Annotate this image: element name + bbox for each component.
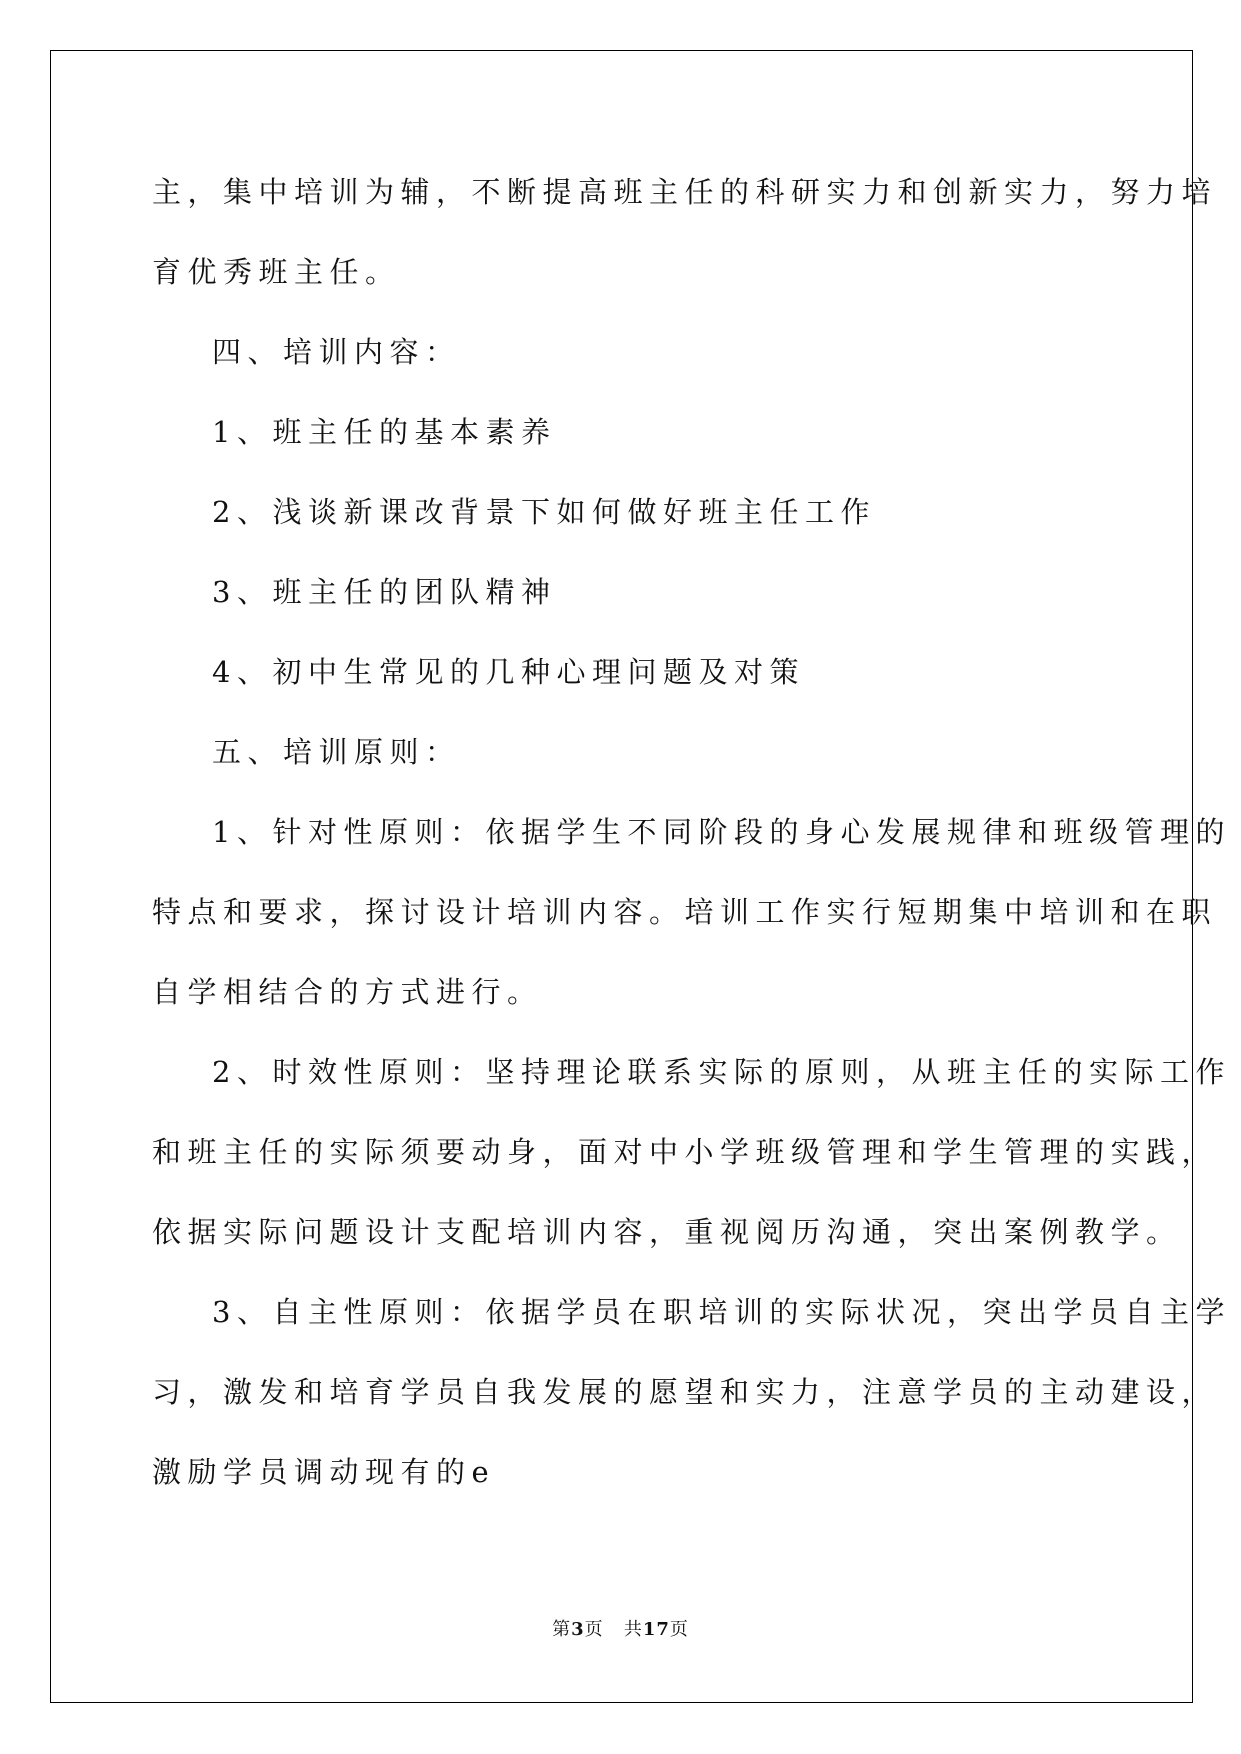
page-number: 3	[571, 1619, 585, 1640]
principle-1-line-1: 1、针对性原则：依据学生不同阶段的身心发展规律和班级管理的	[212, 815, 1231, 849]
list-item-content-2: 2、浅谈新课改背景下如何做好班主任工作	[212, 495, 876, 529]
list-item-content-4: 4、初中生常见的几种心理问题及对策	[212, 655, 805, 689]
page-suffix: 页	[584, 1619, 604, 1640]
body-line-1: 主，集中培训为辅，不断提高班主任的科研实力和创新实力，努力培	[152, 175, 1218, 209]
principle-2-line-1: 2、时效性原则：坚持理论联系实际的原则，从班主任的实际工作	[212, 1055, 1231, 1089]
principle-1-line-3: 自学相结合的方式进行。	[152, 975, 543, 1009]
page-footer	[0, 1618, 1241, 1642]
section-heading-four: 四、培训内容：	[212, 335, 461, 369]
principle-3-line-2: 习，激发和培育学员自我发展的愿望和实力，注意学员的主动建设，	[152, 1375, 1218, 1409]
total-pages: 17	[642, 1619, 670, 1640]
principle-2-line-3: 依据实际问题设计支配培训内容，重视阅历沟通，突出案例教学。	[152, 1215, 1182, 1249]
section-heading-five: 五、培训原则：	[212, 735, 461, 769]
principle-1-line-2: 特点和要求，探讨设计培训内容。培训工作实行短期集中培训和在职	[152, 895, 1218, 929]
principle-2-line-2: 和班主任的实际须要动身，面对中小学班级管理和学生管理的实践，	[152, 1135, 1218, 1169]
total-suffix: 页	[669, 1619, 689, 1640]
total-prefix: 共	[623, 1619, 643, 1640]
principle-3-line-3: 激励学员调动现有的e	[152, 1455, 496, 1489]
list-item-content-3: 3、班主任的团队精神	[212, 575, 557, 609]
page-prefix: 第	[552, 1619, 572, 1640]
principle-3-line-1: 3、自主性原则：依据学员在职培训的实际状况，突出学员自主学	[212, 1295, 1231, 1329]
list-item-content-1: 1、班主任的基本素养	[212, 415, 557, 449]
body-line-2: 育优秀班主任。	[152, 255, 401, 289]
